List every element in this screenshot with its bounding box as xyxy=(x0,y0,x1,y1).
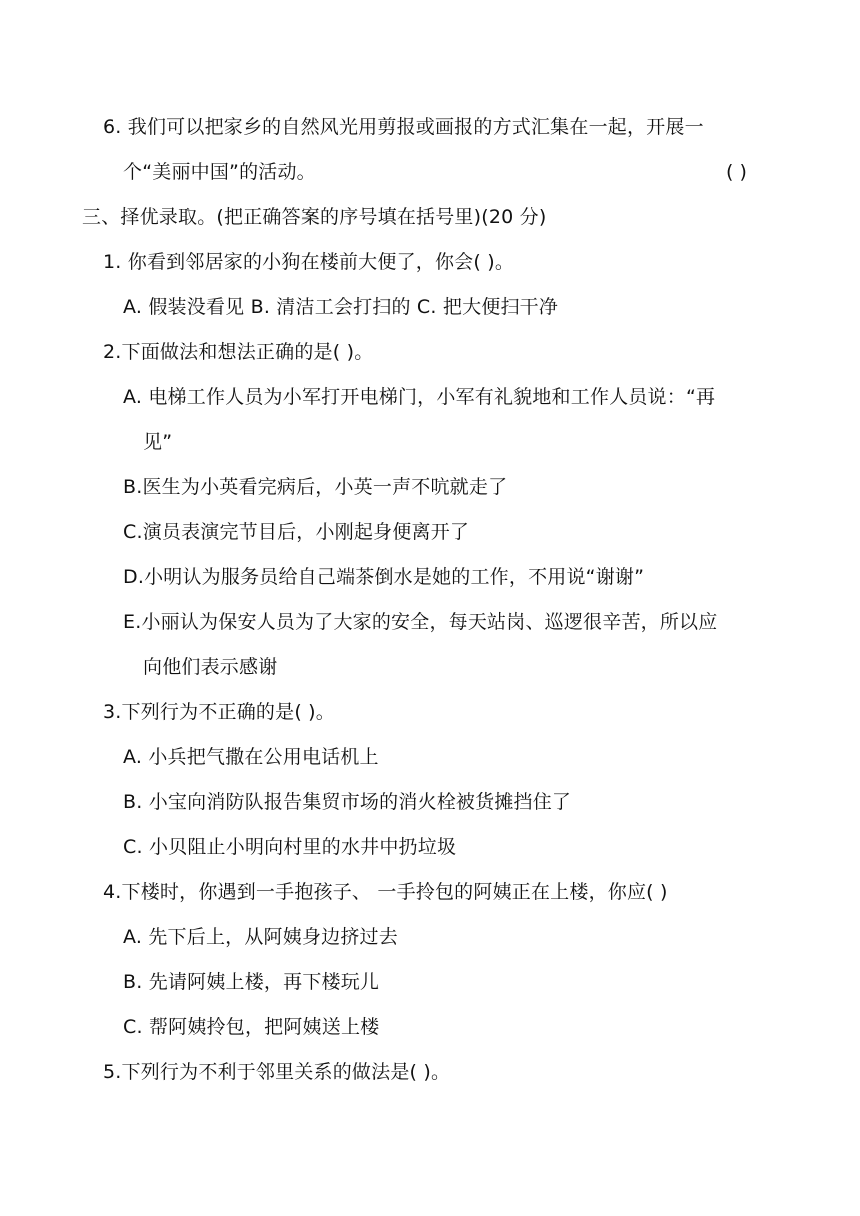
q2-option-c: C.演员表演完节目后，小刚起身便离开了 xyxy=(123,521,470,543)
q4-option-b: B. 先请阿姨上楼，再下楼玩儿 xyxy=(123,971,380,993)
question-6-line-1: 6. 我们可以把家乡的自然风光用剪报或画报的方式汇集在一起，开展一 xyxy=(103,116,704,138)
q3-stem: 3.下列行为不正确的是( )。 xyxy=(103,701,335,723)
question-6-line-2: 个“美丽中国”的活动。 xyxy=(123,161,316,183)
q2-option-a-line-2: 见” xyxy=(143,431,173,453)
q2-option-e-line-1: E.小丽认为保安人员为了大家的安全，每天站岗、巡逻很辛苦，所以应 xyxy=(123,611,718,633)
q3-option-c: C. 小贝阻止小明向村里的水井中扔垃圾 xyxy=(123,836,457,858)
q4-stem: 4.下楼时，你遇到一手抱孩子、 一手拎包的阿姨正在上楼，你应( ) xyxy=(103,881,668,903)
q1-stem: 1. 你看到邻居家的小狗在楼前大便了，你会( )。 xyxy=(103,251,515,273)
q2-option-e-line-2: 向他们表示感谢 xyxy=(143,656,278,678)
q1-options: A. 假装没看见 B. 清洁工会打扫的 C. 把大便扫干净 xyxy=(123,296,559,318)
q3-option-a: A. 小兵把气撒在公用电话机上 xyxy=(123,746,379,768)
question-6-answer-parentheses: ( ) xyxy=(726,161,747,183)
q4-option-a: A. 先下后上，从阿姨身边挤过去 xyxy=(123,926,398,948)
q2-option-b: B.医生为小英看完病后，小英一声不吭就走了 xyxy=(123,476,508,498)
q3-option-b: B. 小宝向消防队报告集贸市场的消火栓被货摊挡住了 xyxy=(123,791,572,813)
q4-option-c: C. 帮阿姨拎包，把阿姨送上楼 xyxy=(123,1016,380,1038)
q2-option-d: D.小明认为服务员给自己端茶倒水是她的工作，不用说“谢谢” xyxy=(123,566,645,588)
q5-stem: 5.下列行为不利于邻里关系的做法是( )。 xyxy=(103,1061,451,1083)
q2-option-a-line-1: A. 电梯工作人员为小军打开电梯门，小军有礼貌地和工作人员说：“再 xyxy=(123,386,716,408)
q2-stem: 2.下面做法和想法正确的是( )。 xyxy=(103,341,374,363)
section-3-heading: 三、择优录取。(把正确答案的序号填在括号里)(20 分) xyxy=(82,206,547,228)
